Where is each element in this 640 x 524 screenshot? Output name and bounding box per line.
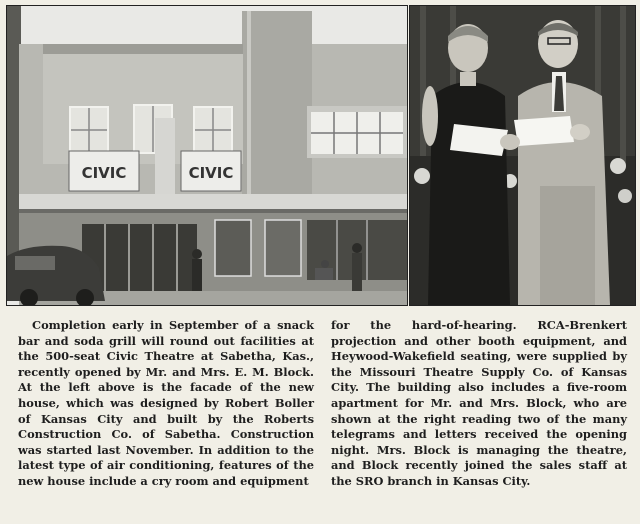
theatre-facade-illustration xyxy=(7,6,407,305)
theatre-facade-photo xyxy=(6,5,408,306)
caption-column-1: Completion early in September of a snack bar and soda grill will round out facilities at the 500-seat Civic Theatre at Sabetha, Kas., recently opened by Mr. and Mrs. E. M. Block. At the left above is the facade of the new house, which was designed by Robert Boller of Kansas City and built by the Roberts Construction Co. of Sabetha. Construction was started last November. In addition to the latest type of air conditioning, features of the new house include a cry room and equipment xyxy=(18,318,314,488)
marquee-left-text: CIVIC xyxy=(81,164,127,182)
marquee-right-text: CIVIC xyxy=(188,164,234,182)
caption-column-2: for the hard-of-hearing. RCA-Brenkert projection and other booth equipment, and Heywood-Wakefield seating, were supplied by the Missouri Theatre Supply Co. of Kansas City. The building also includes a five-room apartment for Mr. and Mrs. Block, who are shown at the right reading two of the many telegrams and letters received the opening night. Mrs. Block is managing the theatre, and Block recently joined the sales staff at the SRO branch in Kansas City. xyxy=(331,318,627,488)
owners-reading-photo xyxy=(409,5,636,306)
owners-reading-illustration xyxy=(410,6,635,305)
